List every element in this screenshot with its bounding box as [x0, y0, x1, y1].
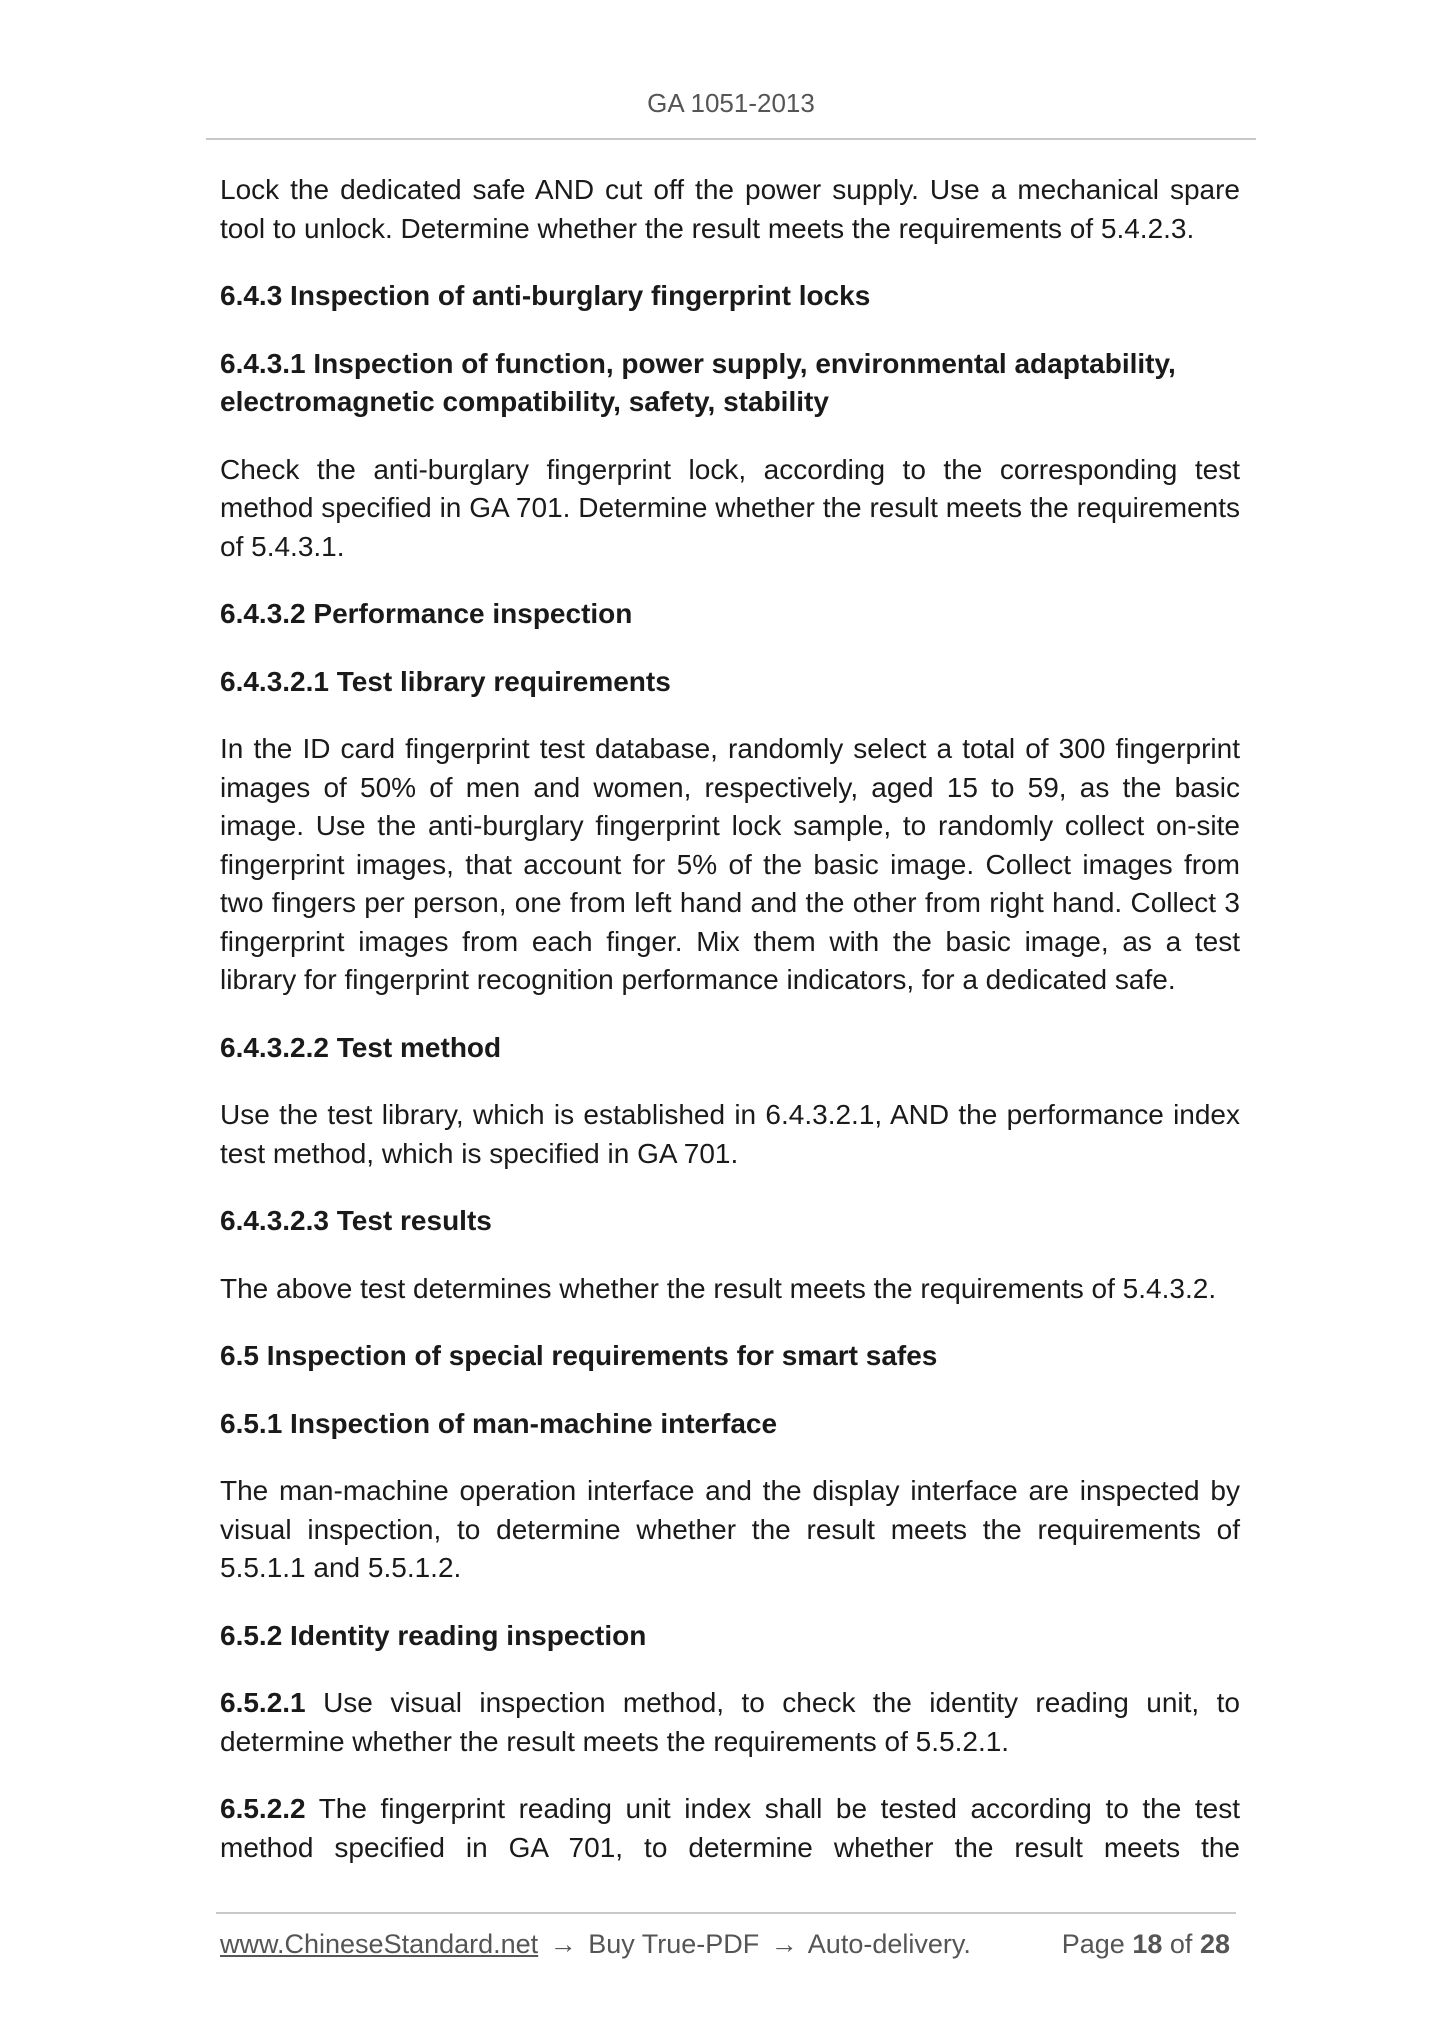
chinesestandard-link[interactable]: www.ChineseStandard.net	[220, 1929, 539, 1959]
heading-6-5-2: 6.5.2 Identity reading inspection	[220, 1619, 647, 1651]
footer-promo	[220, 1929, 971, 1960]
heading-6-5-1: 6.5.1 Inspection of man-machine interface	[220, 1407, 778, 1439]
page-content	[220, 171, 1240, 1896]
arrow-right-icon: →	[770, 1929, 798, 1959]
page-label: Page	[1061, 1929, 1125, 1959]
heading-6-4-3-2: 6.4.3.2 Performance inspection	[220, 598, 633, 629]
paragraph-test-library: In the ID card fingerprint test database, randomly select a total of 300 fingerprint images of 50% of men and women, respectively, aged 15 to 59, as the basic image. Use the anti-burglary fingerprint lock sample, to randomly collect on-site fingerprint images, that account for 5% of the basic image. Collect images from two fingers per person, one from left hand and the other from right hand. Collect 3 fingerprint images from each finger. Mix them with the basic image, as a test library for fingerprint recognition performance indicators, for a dedicated safe.	[220, 733, 1240, 995]
header-divider	[206, 138, 1256, 140]
clause-text: Use visual inspection method, to check the identity reading unit, to determine whether the result meets the requirements of 5.5.2.1.	[220, 1687, 1240, 1757]
arrow-right-icon: →	[549, 1929, 577, 1959]
total-page-count: 28	[1199, 1929, 1230, 1959]
of-label: of	[1169, 1929, 1193, 1959]
clause-text: The fingerprint reading unit index shall be tested according to the test method specified in GA 701, to determine whether the result meets the	[220, 1793, 1240, 1863]
paragraph-test-method: Use the test library, which is established in 6.4.3.2.1, AND the performance index test method, which is specified in GA 701.	[220, 1099, 1240, 1169]
heading-6-4-3-2-1: 6.4.3.2.1 Test library requirements	[220, 665, 671, 697]
heading-6-4-3-2-2: 6.4.3.2.2 Test method	[220, 1031, 502, 1063]
paragraph-6-5-2-1	[220, 1684, 1240, 1761]
paragraph-6-5-2-2	[220, 1790, 1240, 1867]
heading-6-5: 6.5 Inspection of special requirements for smart safes	[220, 1340, 938, 1371]
current-page-number: 18	[1132, 1929, 1163, 1959]
heading-6-4-3-1: 6.4.3.1 Inspection of function, power supply, environmental adaptability, electromagnetic compatibility, safety, stability	[220, 347, 1176, 417]
page-number	[1062, 1929, 1230, 1960]
paragraph-check-fingerprint-lock: Check the anti-burglary fingerprint lock, according to the corresponding test method specified in GA 701. Determine whether the result meets the requirements of 5.4.3.1.	[220, 453, 1240, 562]
clause-number: 6.5.2.1	[220, 1687, 306, 1718]
paragraph-man-machine-interface: The man-machine operation interface and the display interface are inspected by visual inspection, to determine whether the result meets the requirements of 5.5.1.1 and 5.5.1.2.	[220, 1475, 1240, 1583]
heading-6-4-3-2-3: 6.4.3.2.3 Test results	[220, 1205, 492, 1236]
auto-delivery-text: Auto-delivery.	[807, 1929, 971, 1959]
paragraph-test-results: The above test determines whether the result meets the requirements of 5.4.3.2.	[220, 1272, 1217, 1304]
heading-6-4-3: 6.4.3 Inspection of anti-burglary fingerprint locks	[220, 280, 871, 311]
clause-number: 6.5.2.2	[220, 1793, 306, 1824]
footer-divider	[216, 1912, 1236, 1914]
buy-true-pdf-text: Buy True-PDF	[588, 1929, 760, 1959]
document-id-header: GA 1051-2013	[647, 88, 815, 118]
paragraph-lock-unlock: Lock the dedicated safe AND cut off the power supply. Use a mechanical spare tool to unlock. Determine whether the result meets the requirements of 5.4.2.3.	[220, 174, 1240, 244]
